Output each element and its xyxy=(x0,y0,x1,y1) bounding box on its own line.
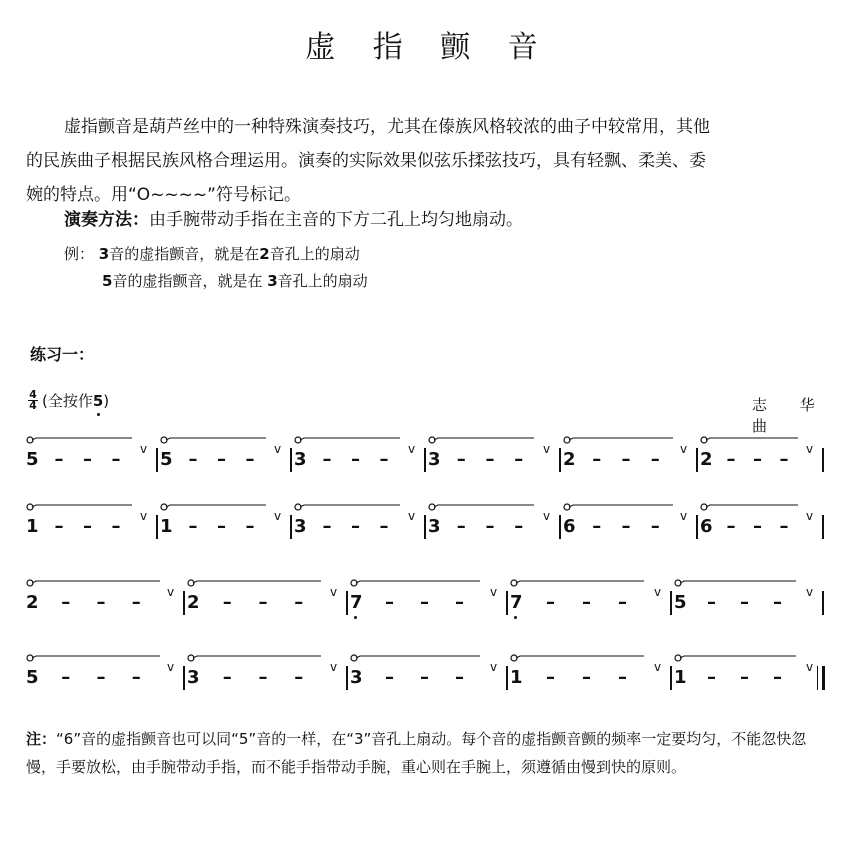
vibrato-mark xyxy=(674,577,812,589)
dash: – xyxy=(379,449,389,470)
dash: – xyxy=(96,592,106,613)
low-octave-dot xyxy=(514,616,517,619)
vibrato-end-mark: v xyxy=(543,509,551,523)
note: 3 xyxy=(428,516,441,537)
barline xyxy=(156,515,158,539)
vibrato-end-mark: v xyxy=(680,442,688,456)
method-label: 演奏方法： xyxy=(64,210,149,230)
vibrato-end-mark: v xyxy=(408,442,416,456)
dash: – xyxy=(707,667,716,688)
dash: – xyxy=(485,449,495,470)
note: 3 xyxy=(294,449,307,470)
vibrato-mark xyxy=(187,652,336,664)
vibrato-end-mark: v xyxy=(806,585,814,599)
example-2-text-b: 音孔上的扇动 xyxy=(277,272,368,290)
vibrato-mark xyxy=(428,434,549,446)
dash: – xyxy=(351,516,360,537)
dash: – xyxy=(740,667,749,688)
vibrato-mark xyxy=(26,577,173,589)
vibrato-end-mark: v xyxy=(167,660,175,674)
meter-close: ) xyxy=(103,391,110,410)
dash: – xyxy=(621,449,631,470)
vibrato-end-mark: v xyxy=(140,509,148,523)
barline xyxy=(346,666,348,690)
note: 7 xyxy=(510,592,523,613)
footnote-label: 注： xyxy=(26,730,57,748)
vibrato-mark xyxy=(26,434,146,446)
footnote xyxy=(26,725,831,781)
note: 2 xyxy=(187,592,200,613)
example-1-text-a: 音的虚指颤音，就是在 xyxy=(109,245,260,263)
dash: – xyxy=(726,449,736,470)
vibrato-mark xyxy=(700,501,812,513)
note: 3 xyxy=(187,667,200,688)
vibrato-mark xyxy=(160,501,280,513)
vibrato-end-mark: v xyxy=(490,660,498,674)
vibrato-end-mark: v xyxy=(680,509,688,523)
barline xyxy=(696,515,698,539)
vibrato-end-mark: v xyxy=(654,585,662,599)
dash: – xyxy=(455,592,464,613)
vibrato-end-mark: v xyxy=(140,442,148,456)
dash: – xyxy=(621,516,631,537)
dash: – xyxy=(131,592,141,613)
note: 3 xyxy=(350,667,363,688)
dash: – xyxy=(740,592,749,613)
note: 2 xyxy=(26,592,39,613)
intro-line-2: 的民族曲子根据民族风格合理运用。演奏的实际效果似弦乐揉弦技巧，具有轻飘、柔美、委 xyxy=(26,151,706,171)
note: 2 xyxy=(563,449,576,470)
note: 3 xyxy=(294,516,307,537)
note: 1 xyxy=(510,667,523,688)
dash: – xyxy=(294,667,304,688)
dash: – xyxy=(222,592,232,613)
dash: – xyxy=(650,449,660,470)
dash: – xyxy=(514,449,524,470)
dash: – xyxy=(245,516,255,537)
vibrato-mark xyxy=(700,434,812,446)
final-barline xyxy=(817,666,818,690)
barline xyxy=(822,591,824,615)
barline xyxy=(183,666,185,690)
barline xyxy=(156,448,158,472)
vibrato-mark xyxy=(26,501,146,513)
barline xyxy=(346,591,348,615)
dash: – xyxy=(514,516,524,537)
vibrato-mark xyxy=(187,577,336,589)
dash: – xyxy=(217,516,226,537)
vibrato-end-mark: v xyxy=(274,442,282,456)
dash: – xyxy=(217,449,226,470)
vibrato-mark xyxy=(160,434,280,446)
vibrato-end-mark: v xyxy=(654,660,662,674)
example-2 xyxy=(102,270,368,291)
barline xyxy=(559,515,561,539)
dash: – xyxy=(351,449,360,470)
dash: – xyxy=(258,667,268,688)
example-1-text-b: 音孔上的扇动 xyxy=(269,245,360,263)
meter-note: 5 xyxy=(93,392,103,410)
note: 5 xyxy=(674,592,687,613)
meter-label: (全按作 xyxy=(42,392,93,410)
dash: – xyxy=(779,516,789,537)
dash: – xyxy=(111,516,121,537)
vibrato-mark xyxy=(510,577,660,589)
vibrato-end-mark: v xyxy=(330,660,338,674)
dash: – xyxy=(61,592,71,613)
dash: – xyxy=(546,592,555,613)
dash: – xyxy=(188,516,198,537)
example-2-hole: 3 xyxy=(267,272,278,290)
example-1-note: 3 xyxy=(98,245,110,263)
dash: – xyxy=(188,449,198,470)
dash: – xyxy=(222,667,232,688)
vibrato-end-mark: v xyxy=(490,585,498,599)
barline xyxy=(696,448,698,472)
dash: – xyxy=(245,449,255,470)
note: 5 xyxy=(160,449,173,470)
vibrato-end-mark: v xyxy=(806,442,814,456)
footnote-text: “6”音的虚指颤音也可以同“5”音的一样，在“3”音孔上扇动。每个音的虚指颤音颤的频率一定要均匀，不能忽快忽慢，手要放松，由手腕带动手指，而不能手指带动手腕，重心则在手腕上，须遵循由慢到快的原则。 xyxy=(26,730,807,776)
dash: – xyxy=(592,516,602,537)
note: 7 xyxy=(350,592,363,613)
exercise-title: 练习一： xyxy=(30,345,95,364)
note: 6 xyxy=(563,516,576,537)
note: 3 xyxy=(428,449,441,470)
intro-line-3: 婉的特点。用“O~~~~”符号标记。 xyxy=(26,185,301,205)
dash: – xyxy=(753,449,762,470)
intro-line-1: 虚指颤音是葫芦丝中的一种特殊演奏技巧，尤其在傣族风格较浓的曲子中较常用，其他 xyxy=(64,117,710,137)
dash: – xyxy=(455,667,464,688)
example-1 xyxy=(64,243,360,264)
dash: – xyxy=(618,667,627,688)
note: 1 xyxy=(160,516,173,537)
dash: – xyxy=(726,516,736,537)
dash: – xyxy=(131,667,141,688)
page-title: 虚 指 颤 音 xyxy=(305,30,552,65)
dash: – xyxy=(294,592,304,613)
vibrato-mark xyxy=(294,434,414,446)
barline xyxy=(424,448,426,472)
dash: – xyxy=(420,667,429,688)
dash: – xyxy=(707,592,716,613)
dash: – xyxy=(54,449,64,470)
dash: – xyxy=(650,516,660,537)
note: 5 xyxy=(26,449,39,470)
dash: – xyxy=(773,592,782,613)
note: 1 xyxy=(674,667,687,688)
barline xyxy=(506,666,508,690)
dash: – xyxy=(456,449,466,470)
example-label: 例： xyxy=(64,245,95,263)
dash: – xyxy=(258,592,268,613)
dash: – xyxy=(546,667,555,688)
method-text: 由手腕带动手指在主音的下方二孔上均匀地扇动。 xyxy=(149,210,523,230)
barline xyxy=(822,515,824,539)
dash: – xyxy=(111,449,121,470)
vibrato-mark xyxy=(563,501,686,513)
note: 1 xyxy=(26,516,39,537)
barline xyxy=(290,515,292,539)
barline xyxy=(822,448,824,472)
vibrato-mark xyxy=(294,501,414,513)
dash: – xyxy=(379,516,389,537)
meter-fraction xyxy=(28,390,38,411)
dash: – xyxy=(83,516,92,537)
dash: – xyxy=(456,516,466,537)
dash: – xyxy=(385,592,394,613)
barline xyxy=(822,666,825,690)
vibrato-mark xyxy=(26,652,173,664)
dash: – xyxy=(753,516,762,537)
vibrato-mark xyxy=(510,652,660,664)
dash: – xyxy=(773,667,782,688)
example-2-note: 5 xyxy=(102,272,113,290)
barline xyxy=(670,666,672,690)
barline xyxy=(670,591,672,615)
vibrato-mark xyxy=(563,434,686,446)
vibrato-mark xyxy=(428,501,549,513)
vibrato-mark xyxy=(350,652,496,664)
note: 2 xyxy=(700,449,713,470)
meter-top: 4 xyxy=(29,388,37,401)
dash: – xyxy=(485,516,495,537)
note: 6 xyxy=(700,516,713,537)
composer: 志 华曲 xyxy=(752,396,829,435)
dash: – xyxy=(582,667,591,688)
dash: – xyxy=(96,667,106,688)
dash: – xyxy=(592,449,602,470)
intro-paragraph xyxy=(26,110,831,212)
barline xyxy=(424,515,426,539)
vibrato-end-mark: v xyxy=(806,509,814,523)
dash: – xyxy=(83,449,92,470)
vibrato-mark xyxy=(674,652,812,664)
example-2-text-a: 音的虚指颤音，就是在 xyxy=(112,272,268,290)
vibrato-end-mark: v xyxy=(543,442,551,456)
dash: – xyxy=(61,667,71,688)
note: 5 xyxy=(26,667,39,688)
vibrato-end-mark: v xyxy=(408,509,416,523)
barline xyxy=(559,448,561,472)
dash: – xyxy=(385,667,394,688)
dash: – xyxy=(322,449,332,470)
example-1-hole: 2 xyxy=(259,245,270,263)
method xyxy=(64,205,523,230)
vibrato-mark xyxy=(350,577,496,589)
time-signature xyxy=(28,390,109,411)
vibrato-end-mark: v xyxy=(167,585,175,599)
barline xyxy=(290,448,292,472)
vibrato-end-mark: v xyxy=(274,509,282,523)
dash: – xyxy=(322,516,332,537)
vibrato-end-mark: v xyxy=(330,585,338,599)
low-octave-dot xyxy=(354,616,357,619)
dash: – xyxy=(54,516,64,537)
dash: – xyxy=(779,449,789,470)
dash: – xyxy=(582,592,591,613)
meter-bottom: 4 xyxy=(29,399,37,412)
dash: – xyxy=(420,592,429,613)
barline xyxy=(183,591,185,615)
dash: – xyxy=(618,592,627,613)
barline xyxy=(506,591,508,615)
vibrato-end-mark: v xyxy=(806,660,814,674)
